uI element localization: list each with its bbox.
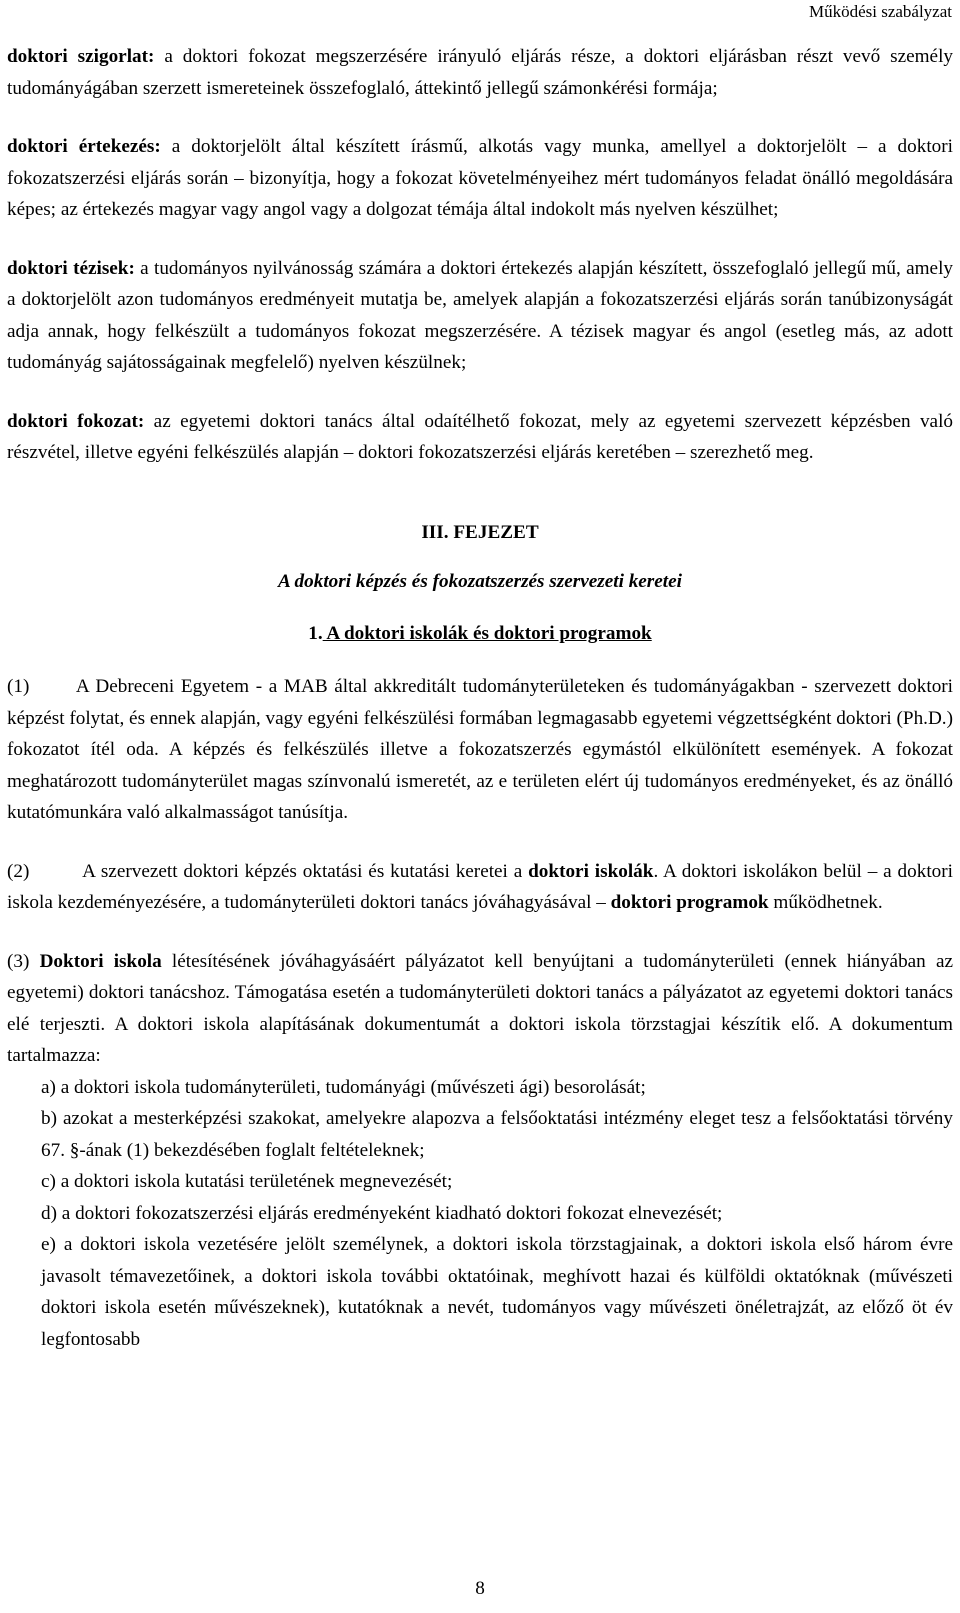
definition-paragraph	[7, 41, 953, 104]
list-item: c) a doktori iskola kutatási területének megnevezését;	[41, 1171, 453, 1192]
paragraph-3	[7, 946, 953, 1072]
emphasis-text: doktori iskolák	[528, 860, 654, 882]
definition-text: az egyetemi doktori tanács által odaítélhető fokozat, mely az egyetemi szervezett képzésben való részvétel, illetve egyéni felkészülés alapján – doktori fokozatszerzési eljárás keretében – szerezhető meg.	[7, 410, 954, 463]
list-item: e) a doktori iskola vezetésére jelölt személynek, a doktori iskola törzstagjainak, a doktori iskola első három évre javasolt témavezetőinek, a doktori iskola további oktatóinak, meghívott hazai és külföldi oktatóknak (művészeti doktori iskola esetén művészeknek), kutatóknak a nevét, tudományos vagy művészeti önéletrajzát, az előző öt év legfontosabb	[41, 1234, 953, 1350]
paragraph-1	[7, 671, 953, 829]
definition-term: doktori értekezés:	[7, 136, 161, 157]
list-item: b) azokat a mesterképzési szakokat, amelyekre alapozva a felsőoktatási intézmény eleget tesz a felsőoktatási törvény 67. §-ának (1) bekezdésében foglalt feltételeknek;	[41, 1108, 953, 1161]
definition-term: doktori szigorlat:	[7, 46, 155, 67]
paragraph-text: működhetnek.	[768, 892, 883, 913]
emphasis-text: doktori programok	[610, 892, 769, 913]
definition-text: a tudományos nyilvánosság számára a doktori értekezés alapján készített, összefoglaló jellegű mű, amely a doktorjelölt azon tudományos eredményeit mutatja be, amelyek alapján a fokozatszerzési eljárás során tanúbizonyságát adja annak, hogy felkészült a tudományos fokozat megszerzésére. A tézisek magyar és angol (esetleg más, az adott tudományág sajátosságainak megfelelő) nyelven készülnek;	[7, 257, 953, 373]
chapter-subtitle: A doktori képzés és fokozatszerzés szervezeti keretei	[278, 571, 682, 592]
content-list	[7, 1072, 953, 1356]
definition-paragraph	[7, 406, 953, 469]
emphasis-text: Doktori iskola	[39, 950, 162, 972]
definition-term: doktori tézisek:	[7, 257, 135, 279]
definition-text: a doktorjelölt által készített írásmű, alkotás vagy munka, amellyel a doktorjelölt – a doktori fokozatszerzési eljárás során – bizonyítja, hogy a fokozat követelményeihez mért tudományos feladat önálló megoldására képes; az értekezés magyar vagy angol vagy a dolgozat témája által indokolt más nyelven készülhet;	[7, 136, 953, 220]
section-number: 1.	[308, 622, 323, 644]
list-item: a) a doktori iskola tudományterületi, tudományági (művészeti ági) besorolását;	[41, 1076, 646, 1098]
running-header: Működési szabályzat	[808, 2, 952, 21]
paragraph-text: . A doktori iskolákon belül – a doktori iskola kezdeményezésére, a tudományterületi doktori tanács jóváhagyásával –	[7, 860, 953, 913]
paragraph-text: A szervezett doktori képzés oktatási és kutatási keretei a	[82, 860, 529, 882]
paragraph-number: (3)	[7, 950, 30, 972]
definition-text: a doktori fokozat megszerzésére irányuló eljárás része, a doktori eljárásban részt vevő személy tudományágában szerzett ismereteinek összefoglaló, áttekintő jellegű számonkérési formája;	[7, 46, 953, 99]
chapter-title: III. FEJEZET	[421, 521, 539, 543]
definition-paragraph	[7, 253, 953, 379]
paragraph-number: (1)	[7, 676, 30, 697]
section-heading	[7, 618, 953, 650]
list-item: d) a doktori fokozatszerzési eljárás eredményeként kiadható doktori fokozat elnevezését;	[41, 1202, 723, 1224]
paragraph-2	[7, 856, 953, 919]
definition-paragraph	[7, 131, 953, 226]
section-title: A doktori iskolák és doktori programok	[322, 622, 652, 644]
page-number: 8	[475, 1578, 485, 1599]
document-body	[7, 41, 953, 1355]
paragraph-number: (2)	[7, 860, 30, 882]
paragraph-text: létesítésének jóváhagyásáért pályázatot kell benyújtani a tudományterületi (ennek hiányában az egyetemi) doktori tanácshoz. Támogatása esetén a tudományterületi doktori tanács a pályázatot az egyetemi doktori tanács elé terjeszti. A doktori iskola alapításának dokumentumát a doktori iskola törzstagjai készítik elő. A dokumentum tartalmazza:	[7, 950, 954, 1066]
definition-term: doktori fokozat:	[7, 410, 145, 432]
paragraph-text: A Debreceni Egyetem - a MAB által akkreditált tudományterületeken és tudományágakban - szervezett doktori képzést folytat, és ennek alapján, vagy egyéni felkészülési formában legmagasabb egyetemi végzettségként doktori (Ph.D.) fokozatot ítél oda. A képzés és felkészülés illetve a fokozatszerzés egymástól elkülönített események. A fokozat meghatározott tudományterület magas színvonalú ismeretét, az e területen elért új tudományos eredményeket, és az önálló kutatómunkára való alkalmasságot tanúsítja.	[7, 676, 954, 823]
